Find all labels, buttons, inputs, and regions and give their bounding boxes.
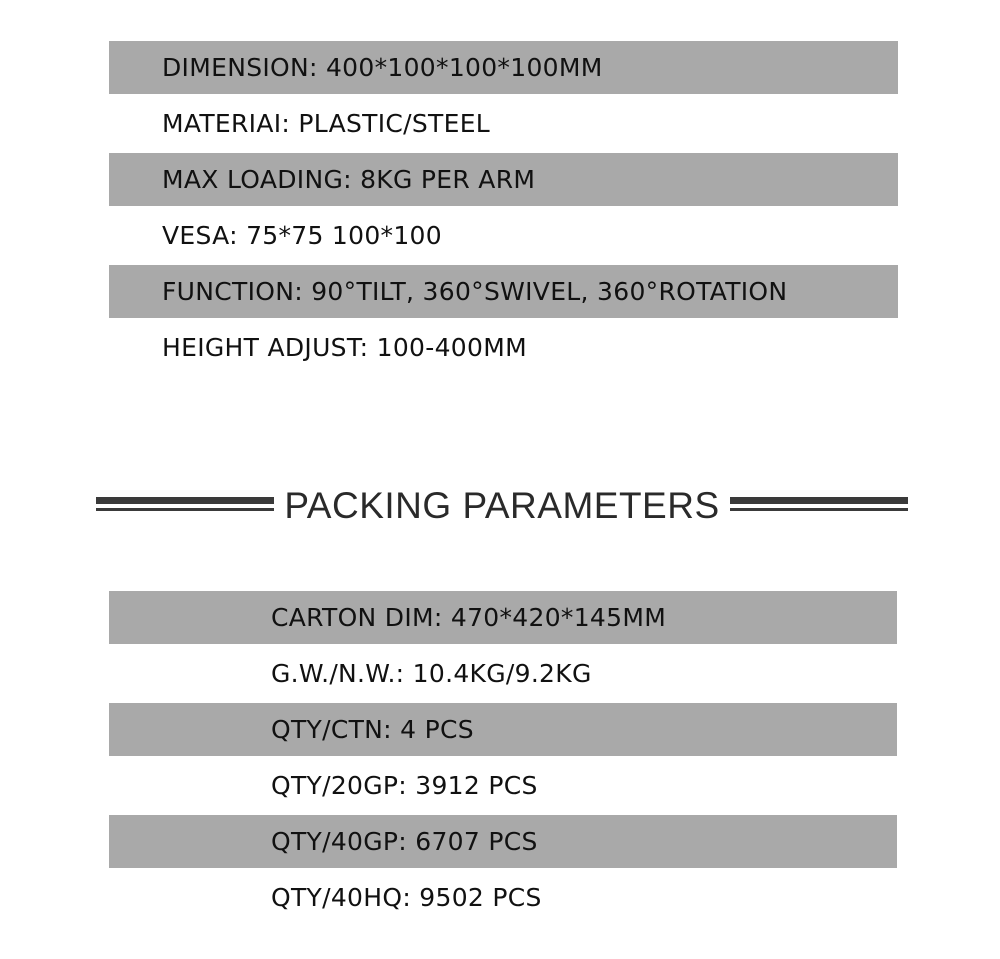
- header-rule-left: [96, 497, 274, 513]
- packing-section-title: PACKING PARAMETERS: [284, 484, 720, 526]
- packing-text: QTY/40HQ: 9502 PCS: [271, 883, 542, 912]
- packing-row-qty-20gp: [109, 759, 897, 812]
- spec-text: DIMENSION: 400*100*100*100MM: [162, 53, 603, 82]
- packing-text: CARTON DIM: 470*420*145MM: [271, 603, 667, 632]
- packing-row-qty-40gp: [109, 815, 897, 868]
- packing-row-qty-ctn: [109, 703, 897, 756]
- spec-text: HEIGHT ADJUST: 100-400MM: [162, 333, 527, 362]
- product-spec-list: [109, 41, 898, 377]
- spec-row-dimension: [109, 41, 898, 94]
- packing-text: QTY/CTN: 4 PCS: [271, 715, 474, 744]
- spec-row-max-loading: [109, 153, 898, 206]
- spec-row-material: [109, 97, 898, 150]
- packing-spec-list: [109, 591, 897, 927]
- spec-text: MAX LOADING: 8KG PER ARM: [162, 165, 536, 194]
- packing-row-carton-dim: [109, 591, 897, 644]
- spec-text: VESA: 75*75 100*100: [162, 221, 442, 250]
- spec-row-height-adjust: [109, 321, 898, 374]
- packing-text: QTY/40GP: 6707 PCS: [271, 827, 538, 856]
- header-rule-right: [730, 497, 908, 513]
- spec-text: MATERIAI: PLASTIC/STEEL: [162, 109, 491, 138]
- spec-text: FUNCTION: 90°TILT, 360°SWIVEL, 360°ROTATION: [162, 277, 788, 306]
- packing-row-weight: [109, 647, 897, 700]
- packing-text: QTY/20GP: 3912 PCS: [271, 771, 538, 800]
- packing-text: G.W./N.W.: 10.4KG/9.2KG: [271, 659, 592, 688]
- packing-section-header: [96, 480, 908, 530]
- spec-row-function: [109, 265, 898, 318]
- packing-row-qty-40hq: [109, 871, 897, 924]
- spec-row-vesa: [109, 209, 898, 262]
